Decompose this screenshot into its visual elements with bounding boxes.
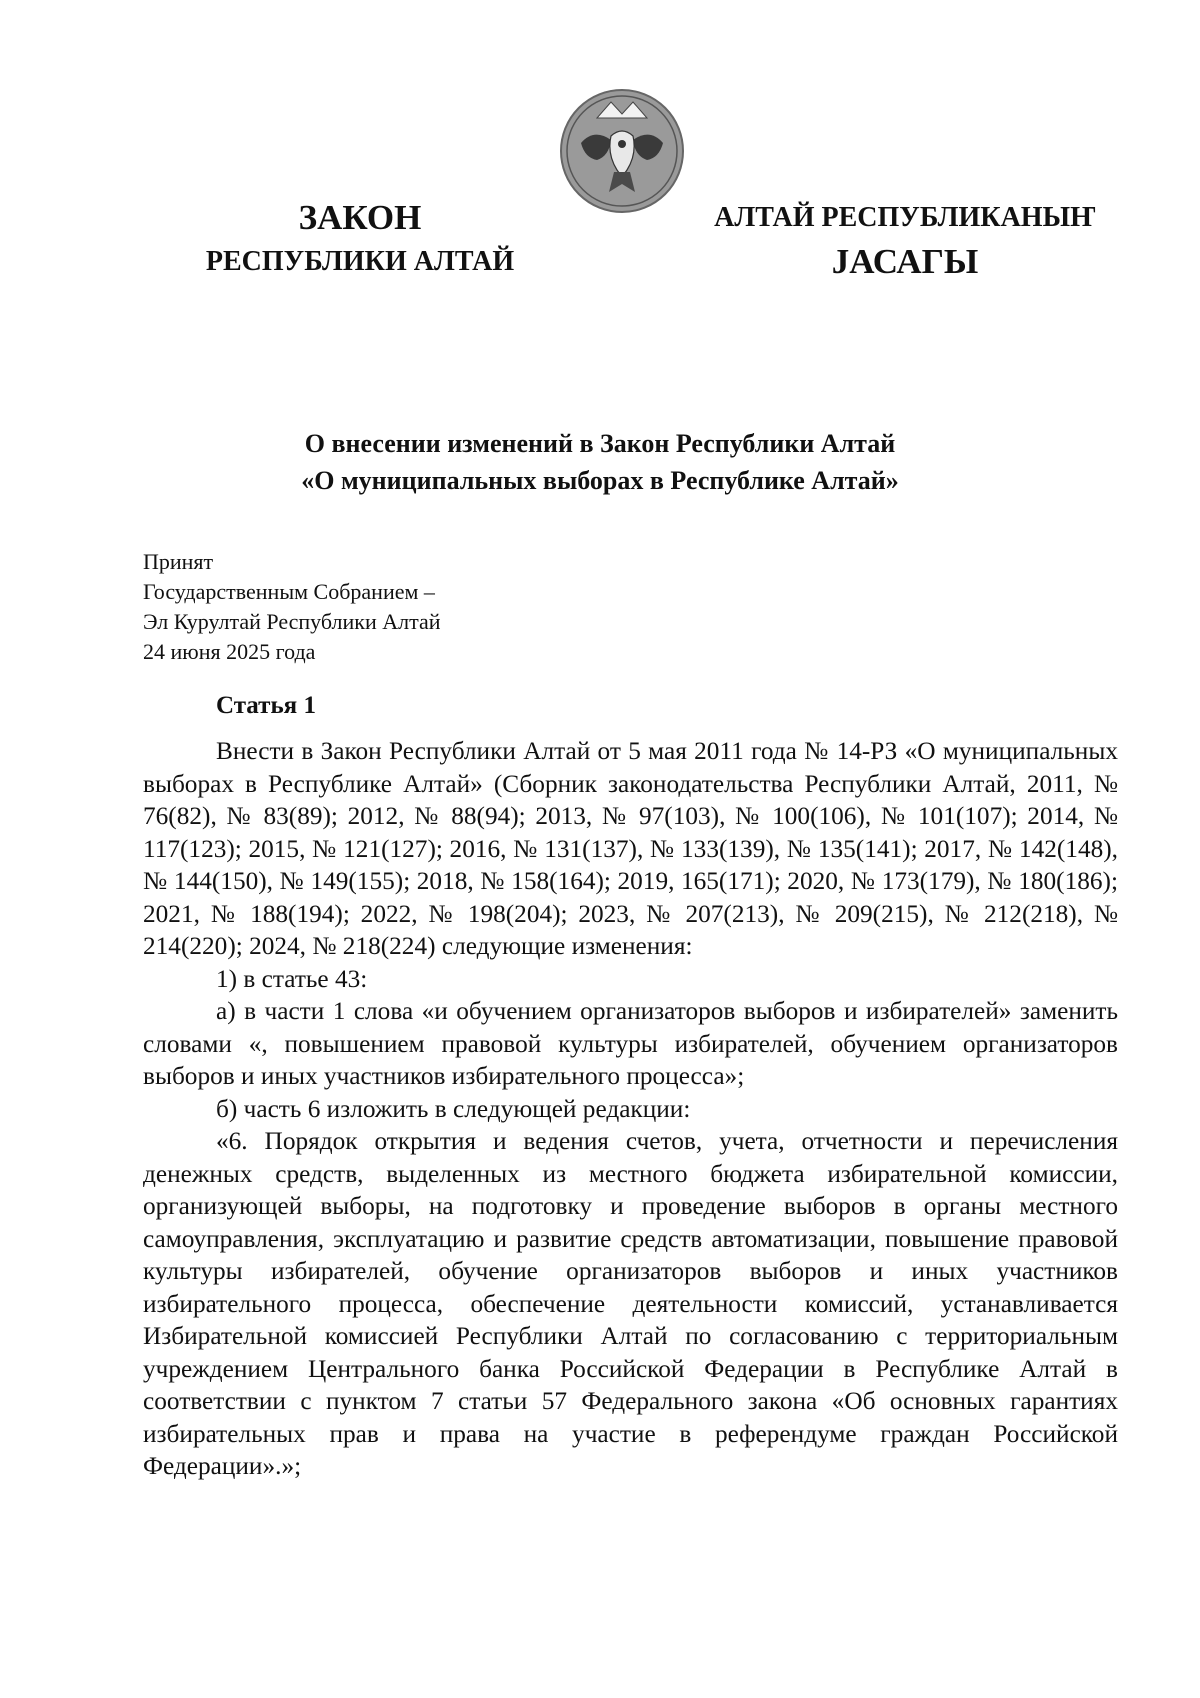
adopted-line3: Эл Курултай Республики Алтай — [143, 609, 441, 634]
header-left-line2: РЕСПУБЛИКИ АЛТАЙ — [205, 246, 515, 277]
article-body — [143, 735, 1118, 1483]
paragraph: 1) в статье 43: — [216, 964, 368, 993]
coat-of-arms-icon — [559, 88, 685, 214]
adopted-line1: Принят — [143, 549, 214, 574]
adopted-line2: Государственным Собранием – — [143, 579, 435, 604]
law-title — [140, 425, 1060, 499]
header-right-line2: JАСАГЫ — [831, 242, 979, 281]
paragraph: б) часть 6 изложить в следующей редакции: — [216, 1094, 691, 1123]
paragraph: «6. Порядок открытия и ведения счетов, учета, отчетности и перечисления денежных средств, выделенных из местного бюджета избирательной комиссии, организующей выборы, на подготовку и проведение выборов в органы местного самоуправления, эксплуатацию и развитие средств автоматизации, повышение правовой культуры избирателей, обучение организаторов выборов и иных участников избирательного процесса, обеспечение деятельности комиссий, устанавливается Избирательной комиссией Республики Алтай по согласованию с территориальным учреждением Центрального банка Российской Федерации в Республике Алтай в соответствии с пунктом 7 статьи 57 Федерального закона «Об основных гарантиях избирательных прав и права на участие в референдуме граждан Российской Федерации».»; — [143, 1127, 1118, 1480]
paragraph: а) в части 1 слова «и обучением организаторов выборов и избирателей» заменить словами «, повышением правовой культуры избирателей, обучением организаторов выборов и иных участников избирательного процесса»; — [143, 997, 1118, 1090]
header-right-line1: АЛТАЙ РЕСПУБЛИКАНЫҤ — [714, 202, 1096, 233]
header-left-line1: ЗАКОН — [298, 198, 422, 237]
adopted-line4: 24 июня 2025 года — [143, 639, 316, 664]
article-heading: Статья 1 — [216, 692, 316, 719]
paragraph: Внести в Закон Республики Алтай от 5 мая 2011 года № 14-РЗ «О муниципальных выборах в Республике Алтай» (Сборник законодательства Республики Алтай, 2011, № 76(82), № 83(89); 2012, № 88(94); 2013, № 97(103), № 100(106), № 101(107); 2014, № 117(123); 2015, № 121(127); 2016, № 131(137), № 133(139), № 135(141); 2017, № 142(148), № 144(150), № 149(155); 2018, № 158(164); 2019, 165(171); 2020, № 173(179), № 180(186); 2021, № 188(194); 2022, № 198(204); 2023, № 207(213), № 209(215), № 212(218), № 214(220); 2024, № 218(224) следующие изменения: — [143, 737, 1118, 960]
title-line1: О внесении изменений в Закон Республики Алтай — [304, 429, 896, 458]
law-header-russian — [180, 196, 540, 284]
law-header-altai — [690, 196, 1120, 284]
title-line2: «О муниципальных выборах в Республике Алтай» — [301, 466, 899, 495]
adoption-block — [143, 547, 441, 667]
